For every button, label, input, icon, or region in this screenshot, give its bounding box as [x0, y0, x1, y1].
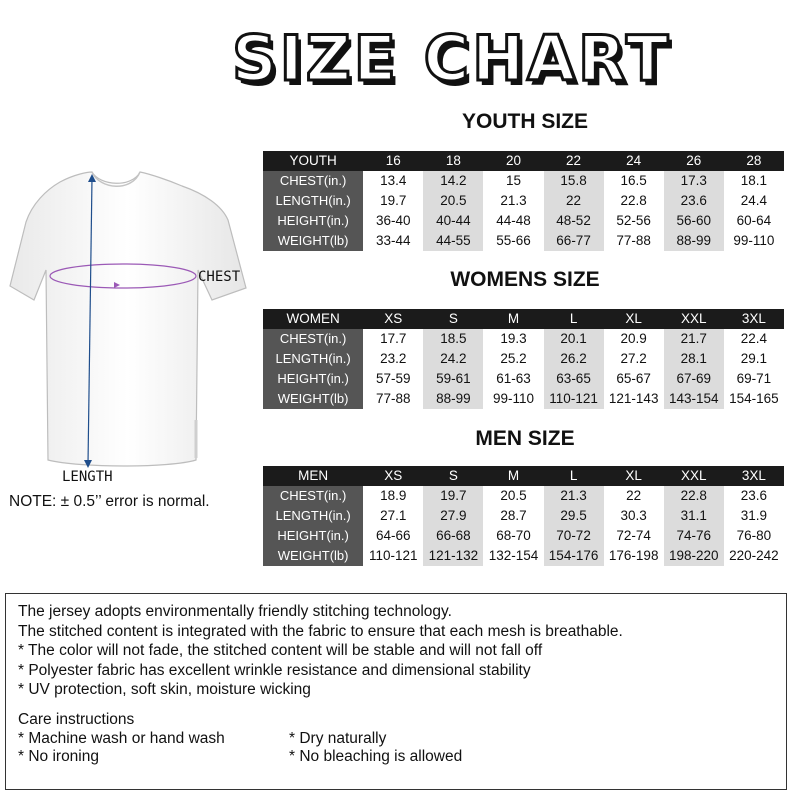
table-cell: 13.4 — [380, 173, 407, 188]
table-cell: 22.8 — [664, 486, 724, 506]
table-cell: 220-242 — [729, 548, 779, 563]
table-cell: 66-77 — [544, 231, 604, 251]
table-cell: 15 — [505, 173, 521, 188]
table-cell: 198-220 — [664, 546, 724, 566]
page-title: SIZE CHART — [232, 22, 672, 95]
size-header-cell: 18 — [423, 151, 483, 171]
info-line: * The color will not fade, the stitched content will be stable and will not fall off — [18, 642, 543, 659]
table-cell: 44-48 — [496, 213, 531, 228]
table-header-row — [263, 466, 784, 486]
table-cell: 27.2 — [620, 351, 647, 366]
table-cell: 18.9 — [380, 488, 407, 503]
table-cell: 29.5 — [544, 506, 604, 526]
table-cell: 20.5 — [500, 488, 527, 503]
table-cell: 66-68 — [423, 526, 483, 546]
table-header-label: WOMEN — [263, 309, 363, 329]
size-header-cell: XL — [604, 466, 664, 486]
size-header-cell: 3XL — [724, 309, 784, 329]
table-cell: 121-132 — [423, 546, 483, 566]
info-line: * Polyester fabric has excellent wrinkle resistance and dimensional stability — [18, 662, 531, 679]
table-row — [263, 231, 784, 251]
table-cell: 19.7 — [380, 193, 407, 208]
table-header-row — [263, 309, 784, 329]
table-cell: 59-61 — [423, 369, 483, 389]
info-line: The stitched content is integrated with the fabric to ensure that each mesh is breathable. — [18, 623, 623, 640]
size-header-cell: 3XL — [724, 466, 784, 486]
table-cell: 44-55 — [423, 231, 483, 251]
row-label: LENGTH(in.) — [263, 349, 363, 369]
table-row — [263, 486, 784, 506]
row-label: WEIGHT(lb) — [263, 546, 363, 566]
size-header-cell: XXL — [664, 466, 724, 486]
table-cell: 88-99 — [664, 231, 724, 251]
table-cell: 36-40 — [375, 213, 411, 228]
table-cell: 19.7 — [423, 486, 483, 506]
care-item: * No bleaching is allowed — [289, 748, 463, 765]
size-header-cell: L — [544, 466, 604, 486]
table-cell: 76-80 — [736, 528, 772, 543]
table-cell: 18.1 — [740, 173, 768, 188]
tshirt-body-shape — [10, 172, 246, 466]
row-label: LENGTH(in.) — [263, 191, 363, 211]
row-label: LENGTH(in.) — [263, 506, 363, 526]
table-row — [263, 546, 784, 566]
table-cell: 16.5 — [620, 173, 647, 188]
size-header-cell: XXL — [664, 309, 724, 329]
table-cell: 132-154 — [488, 548, 539, 563]
table-cell: 65-67 — [616, 371, 651, 386]
table-cell: 121-143 — [608, 391, 659, 406]
table-cell: 63-65 — [544, 369, 604, 389]
size-header-cell: L — [544, 309, 604, 329]
table-cell: 24.4 — [740, 193, 768, 208]
men-section-title: MEN SIZE — [475, 427, 575, 450]
table-cell: 99-110 — [733, 233, 775, 248]
size-header-cell: 16 — [363, 151, 423, 171]
table-cell: 40-44 — [423, 211, 483, 231]
table-cell: 23.2 — [380, 351, 407, 366]
size-header-cell: S — [423, 309, 483, 329]
row-label: HEIGHT(in.) — [263, 211, 363, 231]
table-cell: 72-74 — [616, 528, 651, 543]
table-cell: 20.9 — [620, 331, 647, 346]
table-cell: 154-165 — [729, 391, 779, 406]
table-cell: 29.1 — [740, 351, 768, 366]
table-cell: 69-71 — [736, 371, 772, 386]
tshirt-illustration — [0, 160, 260, 490]
table-cell: 27.9 — [423, 506, 483, 526]
product-info-box — [5, 593, 787, 790]
table-cell: 27.1 — [380, 508, 407, 523]
table-cell: 56-60 — [664, 211, 724, 231]
table-row — [263, 526, 784, 546]
table-cell: 15.8 — [544, 171, 604, 191]
table-cell: 31.9 — [740, 508, 768, 523]
table-cell: 25.2 — [500, 351, 527, 366]
youth-section-title: YOUTH SIZE — [461, 110, 588, 133]
table-row — [263, 369, 784, 389]
table-cell: 60-64 — [736, 213, 772, 228]
size-header-cell: M — [483, 466, 543, 486]
row-label: CHEST(in.) — [263, 329, 363, 349]
table-row — [263, 329, 784, 349]
table-cell: 77-88 — [616, 233, 651, 248]
tshirt-diagram — [0, 160, 260, 490]
size-header-cell: S — [423, 466, 483, 486]
size-header-cell: 22 — [544, 151, 604, 171]
row-label: HEIGHT(in.) — [263, 526, 363, 546]
table-row — [263, 389, 784, 409]
table-cell: 52-56 — [616, 213, 651, 228]
table-cell: 21.3 — [544, 486, 604, 506]
table-row — [263, 171, 784, 191]
table-cell: 70-72 — [544, 526, 604, 546]
table-cell: 77-88 — [375, 391, 411, 406]
length-label: LENGTH — [62, 469, 113, 485]
size-header-cell: 26 — [664, 151, 724, 171]
table-cell: 22.8 — [620, 193, 647, 208]
table-cell: 67-69 — [664, 369, 724, 389]
table-cell: 33-44 — [375, 233, 411, 248]
table-cell: 19.3 — [500, 331, 527, 346]
table-row — [263, 211, 784, 231]
table-cell: 74-76 — [664, 526, 724, 546]
info-line: The jersey adopts environmentally friendly stitching technology. — [18, 603, 452, 620]
table-cell: 24.2 — [423, 349, 483, 369]
table-cell: 23.6 — [664, 191, 724, 211]
table-header-label: YOUTH — [263, 151, 363, 171]
size-header-cell: XS — [363, 309, 423, 329]
table-cell: 154-176 — [544, 546, 604, 566]
table-cell: 88-99 — [423, 389, 483, 409]
row-label: HEIGHT(in.) — [263, 369, 363, 389]
table-cell: 99-110 — [492, 391, 534, 406]
table-cell: 30.3 — [620, 508, 647, 523]
table-cell: 14.2 — [423, 171, 483, 191]
men-size-table — [263, 466, 784, 566]
table-cell: 55-66 — [496, 233, 531, 248]
table-cell: 143-154 — [664, 389, 724, 409]
table-cell: 22 — [626, 488, 642, 503]
size-header-cell: M — [483, 309, 543, 329]
table-row — [263, 506, 784, 526]
row-label: CHEST(in.) — [263, 171, 363, 191]
size-header-cell: 20 — [483, 151, 543, 171]
womens-section-title: WOMENS SIZE — [450, 268, 600, 291]
table-cell: 64-66 — [375, 528, 411, 543]
info-line: * UV protection, soft skin, moisture wicking — [18, 681, 311, 698]
table-cell: 20.1 — [544, 329, 604, 349]
care-item: * Machine wash or hand wash — [18, 730, 225, 747]
size-header-cell: 24 — [604, 151, 664, 171]
table-cell: 17.7 — [380, 331, 407, 346]
size-header-cell: XS — [363, 466, 423, 486]
table-cell: 28.7 — [500, 508, 527, 523]
table-row — [263, 191, 784, 211]
table-cell: 26.2 — [544, 349, 604, 369]
chest-label: CHEST — [198, 269, 241, 285]
row-label: WEIGHT(lb) — [263, 389, 363, 409]
womens-size-table — [263, 309, 784, 409]
table-cell: 48-52 — [544, 211, 604, 231]
size-header-cell: XL — [604, 309, 664, 329]
table-cell: 22 — [544, 191, 604, 211]
table-header-label: MEN — [263, 466, 363, 486]
table-cell: 28.1 — [664, 349, 724, 369]
table-header-row — [263, 151, 784, 171]
table-cell: 61-63 — [496, 371, 531, 386]
measurement-note: NOTE: ± 0.5’’ error is normal. — [9, 493, 210, 510]
table-cell: 21.3 — [500, 193, 527, 208]
table-cell: 20.5 — [423, 191, 483, 211]
table-cell: 110-121 — [368, 548, 418, 563]
table-cell: 18.5 — [423, 329, 483, 349]
care-item: * No ironing — [18, 748, 99, 765]
table-cell: 21.7 — [664, 329, 724, 349]
table-cell: 23.6 — [740, 488, 768, 503]
table-row — [263, 349, 784, 369]
table-cell: 22.4 — [740, 331, 768, 346]
care-item: * Dry naturally — [289, 730, 387, 747]
size-header-cell: 28 — [724, 151, 784, 171]
table-cell: 110-121 — [544, 389, 604, 409]
row-label: WEIGHT(lb) — [263, 231, 363, 251]
row-label: CHEST(in.) — [263, 486, 363, 506]
table-cell: 57-59 — [375, 371, 411, 386]
table-cell: 176-198 — [608, 548, 659, 563]
table-cell: 17.3 — [664, 171, 724, 191]
table-cell: 31.1 — [664, 506, 724, 526]
care-instructions-title: Care instructions — [18, 711, 135, 728]
youth-size-table — [263, 151, 784, 251]
table-cell: 68-70 — [496, 528, 531, 543]
